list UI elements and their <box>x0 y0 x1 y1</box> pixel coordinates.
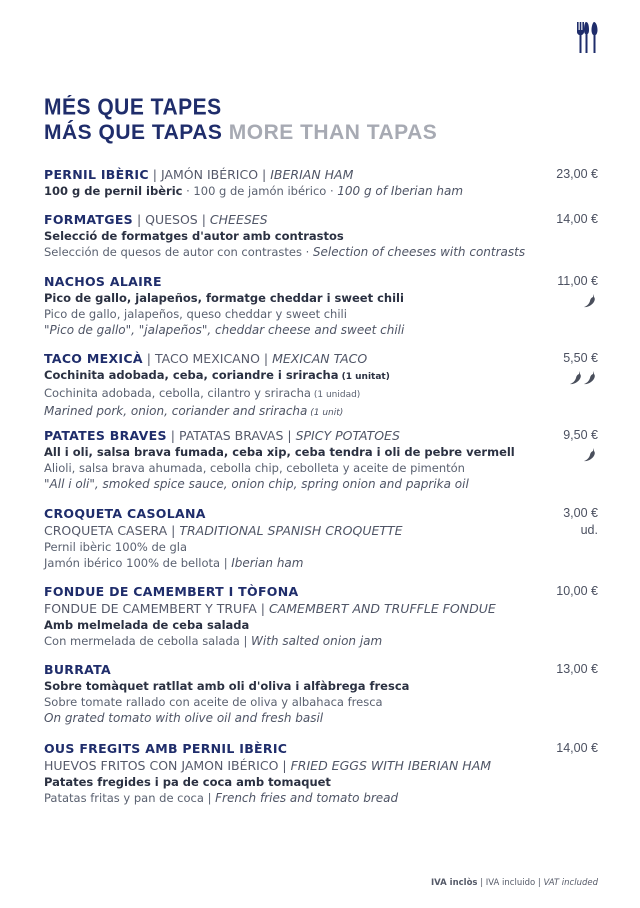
item-description-ca: Pernil ibèric 100% de gla <box>44 540 188 554</box>
item-description-en: "All i oli", smoked spice sauce, onion chip, spring onion and paprika oil <box>44 477 469 491</box>
item-description-ca: Selecció de formatges d'autor amb contrastos <box>44 229 344 243</box>
item-price: 23,00 € <box>556 167 598 181</box>
chili-pepper-icon <box>582 293 598 313</box>
item-unit: ud. <box>580 523 598 537</box>
menu-item <box>44 583 598 649</box>
title-spanish: MÁS QUE TAPAS <box>44 121 223 144</box>
menu-item <box>44 273 598 338</box>
item-description-en: On grated tomato with olive oil and fresh basil <box>44 711 324 725</box>
item-name: BURRATA <box>44 662 111 677</box>
item-description-ca: Cochinita adobada, ceba, coriandre i sriracha (1 unitat) <box>44 368 390 382</box>
title-english: MORE THAN TAPAS <box>228 121 438 144</box>
item-price: 11,00 € <box>557 274 598 288</box>
item-price: 5,50 € <box>563 351 598 365</box>
item-description: 100 g de pernil ibèric · 100 g de jamón ibérico · 100 g of Iberian ham <box>44 184 464 198</box>
item-name: FORMATGES | QUESOS | CHEESES <box>44 212 268 227</box>
item-description-ca: Pico de gallo, jalapeños, formatge cheddar i sweet chili <box>44 291 404 305</box>
item-price: 3,00 € ud. <box>563 506 598 537</box>
item-description-es: Sobre tomate rallado con aceite de oliva y albahaca fresca <box>44 695 383 709</box>
item-price: 10,00 € <box>556 584 598 598</box>
item-description-es: Jamón ibérico 100% de bellota | Iberian ham <box>44 556 304 570</box>
menu-item <box>44 350 598 421</box>
item-description-es: Con mermelada de cebolla salada | With salted onion jam <box>44 634 383 648</box>
item-description-es: Pico de gallo, jalapeños, queso cheddar y sweet chili <box>44 307 347 321</box>
menu-item <box>44 505 598 571</box>
menu-item <box>44 166 598 199</box>
item-description-es: Cochinita adobada, cebolla, cilantro y sriracha (1 unidad) <box>44 386 361 400</box>
item-description-es: Selección de quesos de autor con contrastes · Selection of cheeses with contrasts <box>44 245 526 259</box>
item-name: NACHOS ALAIRE <box>44 274 162 289</box>
chili-pepper-icon <box>582 447 598 467</box>
item-name: CROQUETA CASOLANA <box>44 506 206 521</box>
menu-item <box>44 661 598 726</box>
item-name: TACO MEXICÀ | TACO MEXICANO | MEXICAN TACO <box>44 351 368 366</box>
chili-pepper-icon <box>568 370 598 390</box>
item-description-ca: Amb melmelada de ceba salada <box>44 618 250 632</box>
item-price: 14,00 € <box>556 741 598 755</box>
vat-note: IVA inclòs | IVA incluido | VAT included <box>430 878 598 888</box>
title-line2 <box>44 120 437 146</box>
item-description-es: Alioli, salsa brava ahumada, cebolla chip, cebolleta y aceite de pimentón <box>44 461 465 475</box>
menu-item <box>44 211 598 260</box>
item-name-translations: FONDUE DE CAMEMBERT Y TRUFA | CAMEMBERT AND TRUFFLE FONDUE <box>44 601 496 616</box>
item-name: PATATES BRAVES | PATATAS BRAVAS | SPICY POTATOES <box>44 428 400 443</box>
cutlery-icon <box>576 22 598 58</box>
item-description-en: Marined pork, onion, coriander and sriracha (1 unit) <box>44 404 344 418</box>
item-description-ca: All i oli, salsa brava fumada, ceba xip, ceba tendra i oli de pebre vermell <box>44 445 515 459</box>
item-description-ca: Patates fregides i pa de coca amb tomaquet <box>44 775 331 789</box>
item-name-translations: CROQUETA CASERA | TRADITIONAL SPANISH CROQUETTE <box>44 523 403 538</box>
item-name: PERNIL IBÈRIC | JAMÓN IBÉRICO | IBERIAN HAM <box>44 167 354 182</box>
item-price: 9,50 € <box>563 428 598 442</box>
item-description-es: Patatas fritas y pan de coca | French fries and tomato bread <box>44 791 399 805</box>
menu-item <box>44 740 598 806</box>
title-catalan: MÉS QUE TAPES <box>44 95 222 120</box>
item-price: 14,00 € <box>556 212 598 226</box>
menu-item <box>44 427 598 492</box>
item-description-en: "Pico de gallo", "jalapeños", cheddar cheese and sweet chili <box>44 323 405 337</box>
item-description-ca: Sobre tomàquet ratllat amb oli d'oliva i alfàbrega fresca <box>44 679 410 693</box>
item-name: OUS FREGITS AMB PERNIL IBÈRIC <box>44 741 288 756</box>
page-title <box>44 96 437 146</box>
item-name: FONDUE DE CAMEMBERT I TÒFONA <box>44 584 299 599</box>
item-name-translations: HUEVOS FRITOS CON JAMON IBÉRICO | FRIED EGGS WITH IBERIAN HAM <box>44 758 492 773</box>
item-price: 13,00 € <box>556 662 598 676</box>
